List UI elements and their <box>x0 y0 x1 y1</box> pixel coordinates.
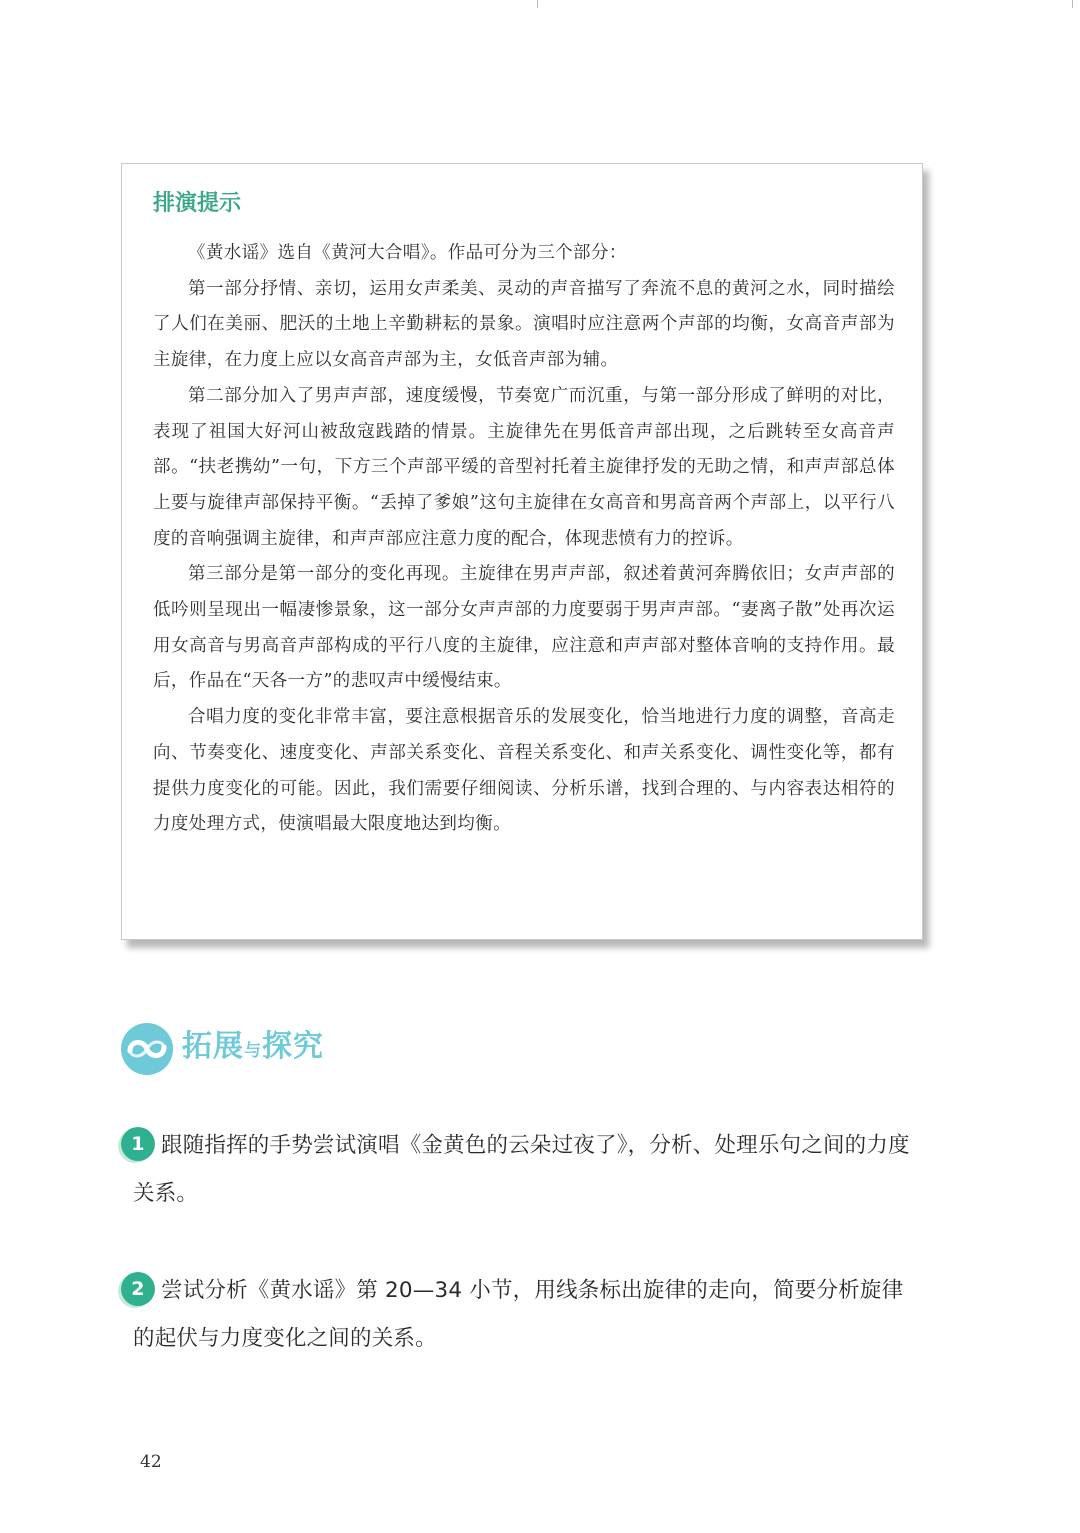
tips-body <box>153 236 895 843</box>
infinity-swirl-icon <box>120 1022 174 1076</box>
section-heading <box>120 1021 324 1077</box>
rehearsal-tips-box <box>121 163 923 940</box>
tips-paragraph: 合唱力度的变化非常丰富，要注意根据音乐的发展变化，恰当地进行力度的调整，音高走向、节奏变化、速度变化、声部关系变化、音程关系变化、和声关系变化、调性变化等，都有提供力度变化的可能。因此，我们需要仔细阅读、分析乐谱，找到合理的、与内容表达相符的力度处理方式，使演唱最大限度地达到均衡。 <box>153 707 895 835</box>
number-badge: 1 <box>121 1127 155 1161</box>
task-text: 尝试分析《黄水谣》第 20—34 小节，用线条标出旋律的走向，简要分析旋律的起伏与力度变化之间的关系。 <box>133 1278 904 1351</box>
section-title-connector: 与 <box>244 1041 262 1061</box>
page-number: 42 <box>140 1452 162 1472</box>
number-badge: 2 <box>121 1272 155 1306</box>
tips-paragraph: 第三部分是第一部分的变化再现。主旋律在男声声部，叙述着黄河奔腾依旧；女声声部的低吟则呈现出一幅凄惨景象，这一部分女声声部的力度要弱于男声声部。“妻离子散”处再次运用女高音与男高音声部构成的平行八度的主旋律，应注意和声声部对整体音响的支持作用。最后，作品在“天各一方”的悲叹声中缓慢结束。 <box>153 564 895 692</box>
crop-mark <box>537 0 538 8</box>
tips-paragraph: 第二部分加入了男声声部，速度缓慢，节奏宽广而沉重，与第一部分形成了鲜明的对比，表现了祖国大好河山被敌寇践踏的情景。主旋律先在男低音声部出现，之后跳转至女高音声部。“扶老携幼”一句，下方三个声部平缓的音型衬托着主旋律抒发的无助之情，和声声部总体上要与旋律声部保持平衡。“丢掉了爹娘”这句主旋律在女高音和男高音两个声部上，以平行八度的音响强调主旋律，和声声部应注意力度的配合，体现悲愤有力的控诉。 <box>153 385 895 549</box>
task-item <box>133 1267 923 1363</box>
task-item <box>133 1122 923 1218</box>
section-title <box>182 1019 324 1079</box>
task-text: 跟随指挥的手势尝试演唱《金黄色的云朵过夜了》，分析、处理乐句之间的力度关系。 <box>133 1133 910 1206</box>
tips-paragraph: 第一部分抒情、亲切，运用女声柔美、灵动的声音描写了奔流不息的黄河之水，同时描绘了人们在美丽、肥沃的土地上辛勤耕耘的景象。演唱时应注意两个声部的均衡，女高音声部为主旋律，在力度上应以女高音声部为主，女低音声部为辅。 <box>153 278 895 371</box>
section-title-part: 拓展 <box>182 1029 244 1064</box>
tips-title: 排演提示 <box>153 191 242 216</box>
tips-paragraph: 《黄水谣》选自《黄河大合唱》。作品可分为三个部分： <box>188 243 627 263</box>
crop-mark <box>1072 0 1073 8</box>
section-title-part: 探究 <box>262 1029 324 1064</box>
